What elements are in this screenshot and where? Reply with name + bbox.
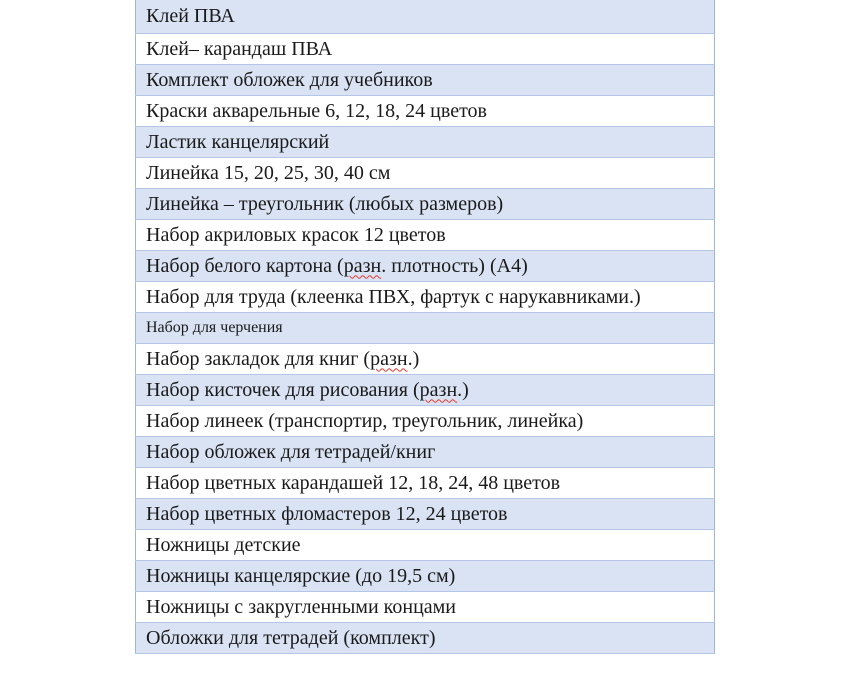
table-row (136, 529, 715, 560)
table-row (136, 343, 715, 374)
table-row (136, 281, 715, 312)
table-cell: Набор акриловых красок 12 цветов (136, 219, 715, 250)
table-row (136, 405, 715, 436)
table-row (136, 126, 715, 157)
table-cell: Набор линеек (транспортир, треугольник, линейка) (136, 405, 715, 436)
table-row (136, 436, 715, 467)
table-cell: Ножницы детские (136, 529, 715, 560)
spellcheck-word: разн (370, 347, 408, 370)
table-row (136, 312, 715, 343)
table-row (136, 622, 715, 653)
table-cell: Ластик канцелярский (136, 126, 715, 157)
table-cell: Набор для черчения (136, 312, 715, 343)
table-cell: Набор для труда (клеенка ПВХ, фартук с нарукавниками.) (136, 281, 715, 312)
table-row (136, 250, 715, 281)
table-cell: Набор кисточек для рисования (разн.) (136, 374, 715, 405)
table-row (136, 219, 715, 250)
table-cell: Линейка – треугольник (любых размеров) (136, 188, 715, 219)
table-cell: Набор закладок для книг (разн.) (136, 343, 715, 374)
table-cell: Набор цветных карандашей 12, 18, 24, 48 цветов (136, 467, 715, 498)
table-cell: Краски акварельные 6, 12, 18, 24 цветов (136, 95, 715, 126)
table-row (136, 0, 715, 33)
table-cell: Ножницы с закругленными концами (136, 591, 715, 622)
table-row (136, 498, 715, 529)
spellcheck-word: разн (419, 378, 458, 401)
table-cell: Обложки для тетрадей (комплект) (136, 622, 715, 653)
table-row (136, 95, 715, 126)
table-cell: Набор цветных фломастеров 12, 24 цветов (136, 498, 715, 529)
table-cell: Комплект обложек для учебников (136, 64, 715, 95)
table-cell: Клей– карандаш ПВА (136, 33, 715, 64)
table-row (136, 560, 715, 591)
table-cell: Клей ПВА (136, 0, 715, 33)
table-row (136, 374, 715, 405)
table-row (136, 467, 715, 498)
table-cell: Набор белого картона (разн. плотность) (А4) (136, 250, 715, 281)
supply-list-table (135, 0, 715, 654)
table-row (136, 591, 715, 622)
table-cell: Ножницы канцелярские (до 19,5 см) (136, 560, 715, 591)
spellcheck-word: разн (343, 254, 382, 277)
table-cell: Линейка 15, 20, 25, 30, 40 см (136, 157, 715, 188)
table-row (136, 157, 715, 188)
supply-list-table-container (135, 0, 715, 654)
table-cell: Набор обложек для тетрадей/книг (136, 436, 715, 467)
table-row (136, 64, 715, 95)
table-row (136, 188, 715, 219)
table-row (136, 33, 715, 64)
